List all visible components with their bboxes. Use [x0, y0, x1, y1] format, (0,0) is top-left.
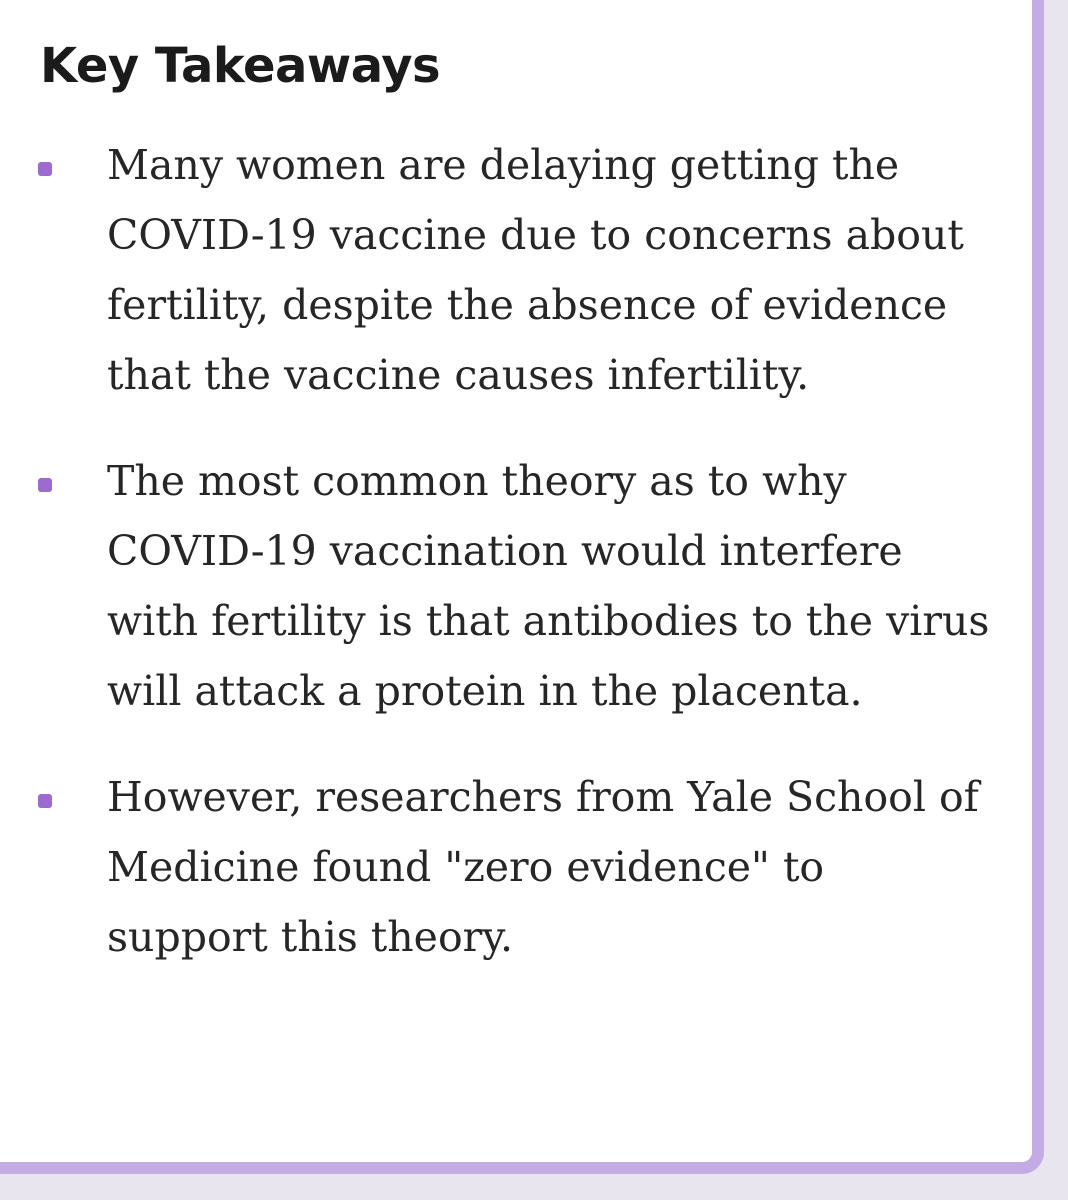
list-item-text: Many women are delaying getting the COVID-19 vaccine due to concerns about fertility, despite the absence of evidence that the vaccine causes infertility. — [107, 141, 964, 399]
list-item-text: However, researchers from Yale School of Medicine found "zero evidence" to support this theory. — [107, 773, 979, 961]
takeaways-list — [0, 130, 1010, 1008]
bullet-icon — [38, 162, 52, 176]
box-title: Key Takeaways — [40, 38, 441, 94]
bullet-icon — [38, 794, 52, 808]
list-item — [0, 130, 1010, 410]
bullet-icon — [38, 478, 52, 492]
list-item — [0, 762, 1010, 972]
list-item — [0, 446, 1010, 726]
list-item-text: The most common theory as to why COVID-19 vaccination would interfere with fertility is that antibodies to the virus will attack a protein in the placenta. — [107, 457, 990, 715]
